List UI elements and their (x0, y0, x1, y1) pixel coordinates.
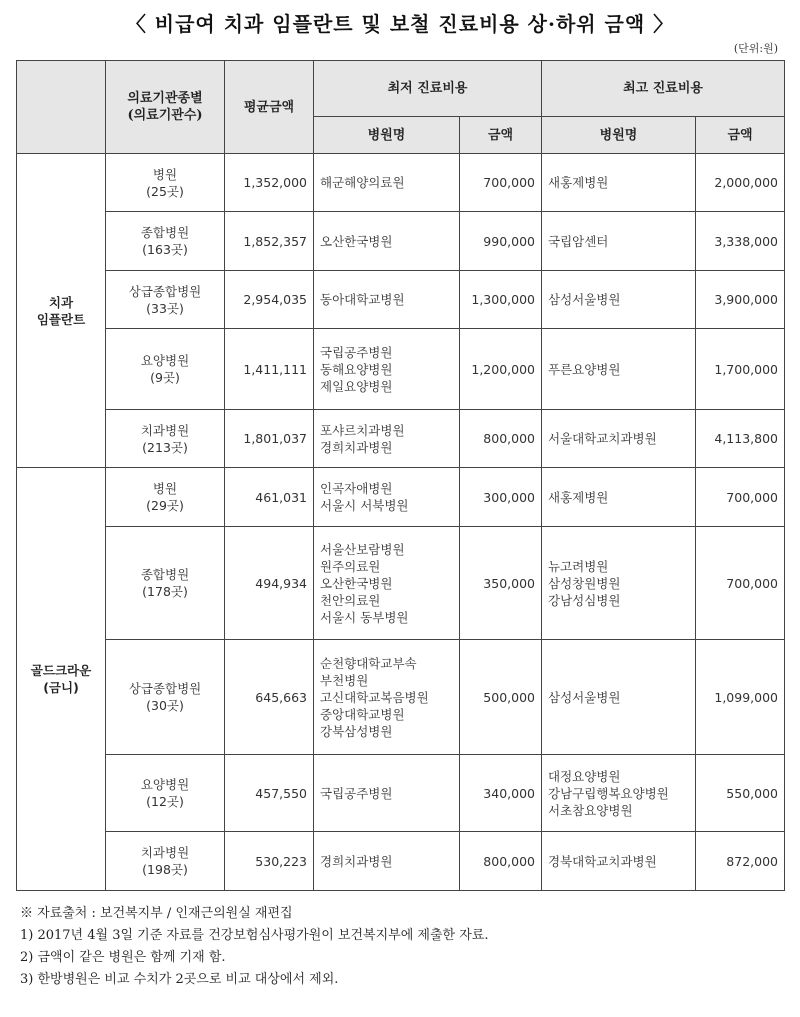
highest-amount-cell: 550,000 (696, 755, 785, 832)
highest-amount-cell: 3,900,000 (696, 271, 785, 329)
highest-amount-cell: 872,000 (696, 832, 785, 891)
lowest-hospital-cell: 오산한국병원 (314, 212, 460, 271)
footnotes (20, 903, 488, 991)
highest-hospital-cell: 삼성서울병원 (542, 271, 696, 329)
table-row (17, 527, 785, 640)
highest-hospital-cell: 경북대학교치과병원 (542, 832, 696, 891)
header-high-hospital: 병원명 (542, 117, 696, 154)
avg-amount-cell: 1,352,000 (225, 154, 314, 212)
note-3: 3) 한방병원은 비교 수치가 2곳으로 비교 대상에서 제외. (20, 972, 339, 987)
institution-type-cell: 병원 (29곳) (106, 468, 225, 527)
highest-hospital-cell: 서울대학교치과병원 (542, 410, 696, 468)
table-body (17, 154, 785, 891)
lowest-amount-cell: 300,000 (460, 468, 542, 527)
lowest-amount-cell: 500,000 (460, 640, 542, 755)
avg-amount-cell: 1,411,111 (225, 329, 314, 410)
avg-amount-cell: 1,852,357 (225, 212, 314, 271)
lowest-hospital-cell: 해군해양의료원 (314, 154, 460, 212)
table-row (17, 154, 785, 212)
table-row (17, 755, 785, 832)
institution-type-cell: 치과병원 (198곳) (106, 832, 225, 891)
header-highest: 최고 진료비용 (542, 61, 785, 117)
highest-amount-cell: 1,099,000 (696, 640, 785, 755)
lowest-amount-cell: 350,000 (460, 527, 542, 640)
table-row (17, 468, 785, 527)
institution-type-cell: 종합병원 (163곳) (106, 212, 225, 271)
avg-amount-cell: 457,550 (225, 755, 314, 832)
category-cell: 골드크라운 (금니) (17, 468, 106, 891)
table-row (17, 832, 785, 891)
lowest-amount-cell: 700,000 (460, 154, 542, 212)
lowest-hospital-cell: 순천향대학교부속 부천병원 고신대학교복음병원 중앙대학교병원 강북삼성병원 (314, 640, 460, 755)
lowest-amount-cell: 990,000 (460, 212, 542, 271)
header-low-hospital: 병원명 (314, 117, 460, 154)
highest-hospital-cell: 대정요양병원 강남구립행복요양병원 서초참요양병원 (542, 755, 696, 832)
institution-type-cell: 종합병원 (178곳) (106, 527, 225, 640)
lowest-amount-cell: 1,200,000 (460, 329, 542, 410)
cost-table (16, 60, 785, 891)
highest-hospital-cell: 삼성서울병원 (542, 640, 696, 755)
institution-type-cell: 병원 (25곳) (106, 154, 225, 212)
header-high-amount: 금액 (696, 117, 785, 154)
institution-type-cell: 상급종합병원 (30곳) (106, 640, 225, 755)
lowest-hospital-cell: 국립공주병원 (314, 755, 460, 832)
table-row (17, 212, 785, 271)
lowest-hospital-cell: 서울산보람병원 원주의료원 오산한국병원 천안의료원 서울시 동부병원 (314, 527, 460, 640)
unit-label: (단위:원) (733, 42, 778, 55)
header-avg: 평균금액 (225, 61, 314, 154)
institution-type-cell: 상급종합병원 (33곳) (106, 271, 225, 329)
note-2: 2) 금액이 같은 병원은 함께 기재 함. (20, 950, 226, 965)
highest-amount-cell: 700,000 (696, 527, 785, 640)
category-cell: 치과 임플란트 (17, 154, 106, 468)
header-lowest: 최저 진료비용 (314, 61, 542, 117)
document-title: 〈 비급여 치과 임플란트 및 보철 진료비용 상·하위 금액 〉 (125, 12, 675, 36)
highest-hospital-cell: 새홍제병원 (542, 468, 696, 527)
avg-amount-cell: 1,801,037 (225, 410, 314, 468)
highest-amount-cell: 1,700,000 (696, 329, 785, 410)
header-blank (17, 61, 106, 154)
highest-hospital-cell: 새홍제병원 (542, 154, 696, 212)
lowest-amount-cell: 800,000 (460, 410, 542, 468)
lowest-hospital-cell: 경희치과병원 (314, 832, 460, 891)
highest-amount-cell: 700,000 (696, 468, 785, 527)
avg-amount-cell: 2,954,035 (225, 271, 314, 329)
table-row (17, 410, 785, 468)
avg-amount-cell: 461,031 (225, 468, 314, 527)
lowest-hospital-cell: 인곡자애병원 서울시 서북병원 (314, 468, 460, 527)
highest-amount-cell: 3,338,000 (696, 212, 785, 271)
table-row (17, 271, 785, 329)
lowest-amount-cell: 1,300,000 (460, 271, 542, 329)
lowest-hospital-cell: 동아대학교병원 (314, 271, 460, 329)
highest-amount-cell: 4,113,800 (696, 410, 785, 468)
table-row (17, 640, 785, 755)
lowest-hospital-cell: 포샤르치과병원 경희치과병원 (314, 410, 460, 468)
note-source: ※ 자료출처 : 보건복지부 / 인재근의원실 재편집 (20, 906, 293, 921)
lowest-amount-cell: 800,000 (460, 832, 542, 891)
table-row (17, 329, 785, 410)
institution-type-cell: 요양병원 (9곳) (106, 329, 225, 410)
institution-type-cell: 요양병원 (12곳) (106, 755, 225, 832)
institution-type-cell: 치과병원 (213곳) (106, 410, 225, 468)
avg-amount-cell: 530,223 (225, 832, 314, 891)
avg-amount-cell: 494,934 (225, 527, 314, 640)
lowest-hospital-cell: 국립공주병원 동해요양병원 제일요양병원 (314, 329, 460, 410)
avg-amount-cell: 645,663 (225, 640, 314, 755)
lowest-amount-cell: 340,000 (460, 755, 542, 832)
note-1: 1) 2017년 4월 3일 기준 자료를 건강보험심사평가원이 보건복지부에 제출한 자료. (20, 928, 489, 943)
highest-hospital-cell: 국립암센터 (542, 212, 696, 271)
highest-hospital-cell: 푸른요양병원 (542, 329, 696, 410)
header-low-amount: 금액 (460, 117, 542, 154)
highest-hospital-cell: 뉴고려병원 삼성창원병원 강남성심병원 (542, 527, 696, 640)
header-type: 의료기관종별 (의료기관수) (106, 61, 225, 154)
highest-amount-cell: 2,000,000 (696, 154, 785, 212)
